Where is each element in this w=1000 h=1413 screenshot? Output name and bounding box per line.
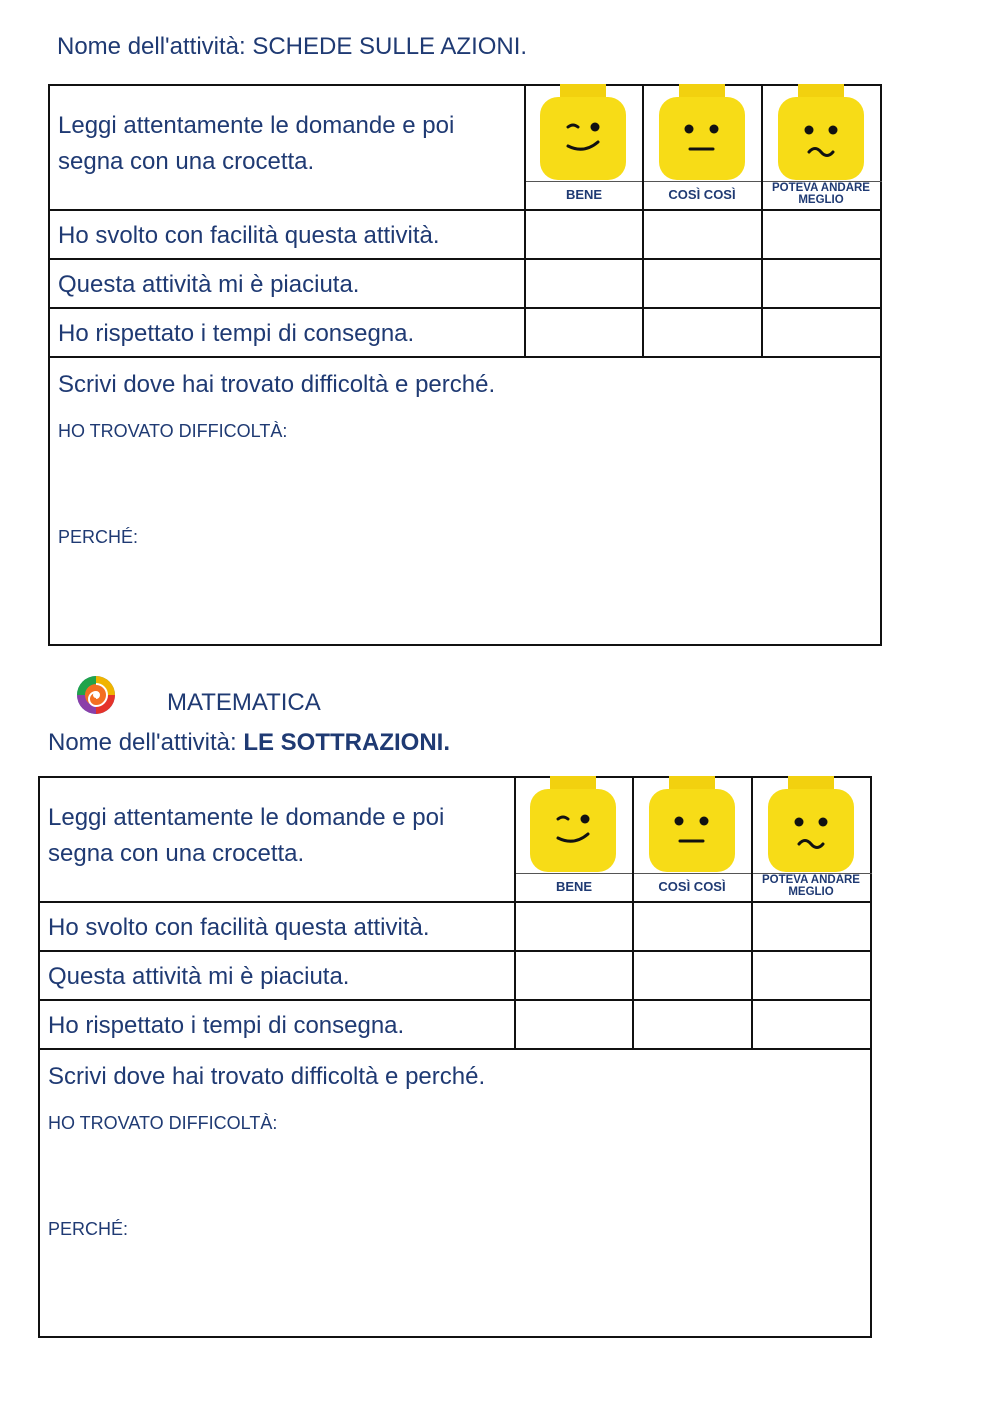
- rating-label-good: BENE: [565, 187, 603, 202]
- instruction-line: Leggi attentamente le domande e poi: [58, 112, 455, 139]
- answer-cell[interactable]: [763, 260, 879, 306]
- answer-cell[interactable]: [526, 309, 641, 355]
- activity-label: Nome dell'attività:: [57, 33, 253, 60]
- answer-cell[interactable]: [516, 903, 631, 949]
- answer-cell[interactable]: [763, 309, 879, 355]
- activity-name: LE SOTTRAZIONI.: [243, 729, 450, 756]
- answer-cell[interactable]: [644, 211, 760, 257]
- answer-cell[interactable]: [526, 211, 641, 257]
- answer-cell[interactable]: [753, 952, 869, 998]
- rating-label-so-so: COSÌ COSÌ: [668, 187, 736, 202]
- rating-label-could-be-better: POTEVA ANDARE MEGLIO: [762, 874, 860, 898]
- question-row-enjoyed: Questa attività mi è piaciuta.: [48, 963, 350, 990]
- rating-label-could-be-better: POTEVA ANDARE MEGLIO: [772, 182, 870, 206]
- neutral-face-icon: [657, 84, 747, 180]
- neutral-face-icon: [647, 776, 737, 872]
- uneasy-face-icon: [776, 84, 866, 180]
- question-row-deadline: Ho rispettato i tempi di consegna.: [58, 320, 415, 347]
- activity-title-1: [57, 33, 527, 61]
- activity-name: SCHEDE SULLE AZIONI.: [252, 33, 528, 60]
- question-row-ease: Ho svolto con facilità questa attività.: [48, 914, 430, 941]
- difficulty-answer-area[interactable]: [48, 1138, 858, 1218]
- instruction-line: segna con una crocetta.: [58, 148, 315, 175]
- answer-cell[interactable]: [634, 952, 750, 998]
- answer-cell[interactable]: [644, 260, 760, 306]
- answer-cell[interactable]: [516, 952, 631, 998]
- answer-cell[interactable]: [753, 1001, 869, 1047]
- why-answer-area[interactable]: [58, 552, 868, 638]
- why-answer-area[interactable]: [48, 1244, 858, 1330]
- instruction-line: Leggi attentamente le domande e poi: [48, 804, 445, 831]
- why-label: PERCHÉ:: [58, 527, 139, 547]
- difficulty-label: HO TROVATO DIFFICOLTÀ:: [58, 421, 288, 441]
- free-text-prompt: Scrivi dove hai trovato difficoltà e perché.: [48, 1063, 486, 1090]
- answer-cell[interactable]: [753, 903, 869, 949]
- difficulty-answer-area[interactable]: [58, 446, 868, 526]
- answer-cell[interactable]: [634, 903, 750, 949]
- answer-cell[interactable]: [516, 1001, 631, 1047]
- free-text-prompt: Scrivi dove hai trovato difficoltà e perché.: [58, 371, 496, 398]
- why-label: PERCHÉ:: [48, 1219, 129, 1239]
- winking-face-icon: [528, 776, 618, 872]
- question-row-deadline: Ho rispettato i tempi di consegna.: [48, 1012, 405, 1039]
- answer-cell[interactable]: [634, 1001, 750, 1047]
- instruction-line: segna con una crocetta.: [48, 840, 305, 867]
- answer-cell[interactable]: [526, 260, 641, 306]
- rating-label-so-so: COSÌ COSÌ: [658, 879, 726, 894]
- swirl-logo-icon: [76, 675, 116, 715]
- winking-face-icon: [538, 84, 628, 180]
- uneasy-face-icon: [766, 776, 856, 872]
- answer-cell[interactable]: [763, 211, 879, 257]
- instructions: [58, 108, 454, 180]
- question-row-enjoyed: Questa attività mi è piaciuta.: [58, 271, 360, 298]
- self-assessment-table-2: [38, 776, 872, 1338]
- instructions: [48, 800, 444, 872]
- self-assessment-table-1: [48, 84, 882, 646]
- activity-label: Nome dell'attività:: [48, 729, 244, 756]
- subject-title: MATEMATICA: [167, 689, 321, 716]
- difficulty-label: HO TROVATO DIFFICOLTÀ:: [48, 1113, 278, 1133]
- activity-title-2: [48, 729, 450, 757]
- rating-label-good: BENE: [555, 879, 593, 894]
- question-row-ease: Ho svolto con facilità questa attività.: [58, 222, 440, 249]
- answer-cell[interactable]: [644, 309, 760, 355]
